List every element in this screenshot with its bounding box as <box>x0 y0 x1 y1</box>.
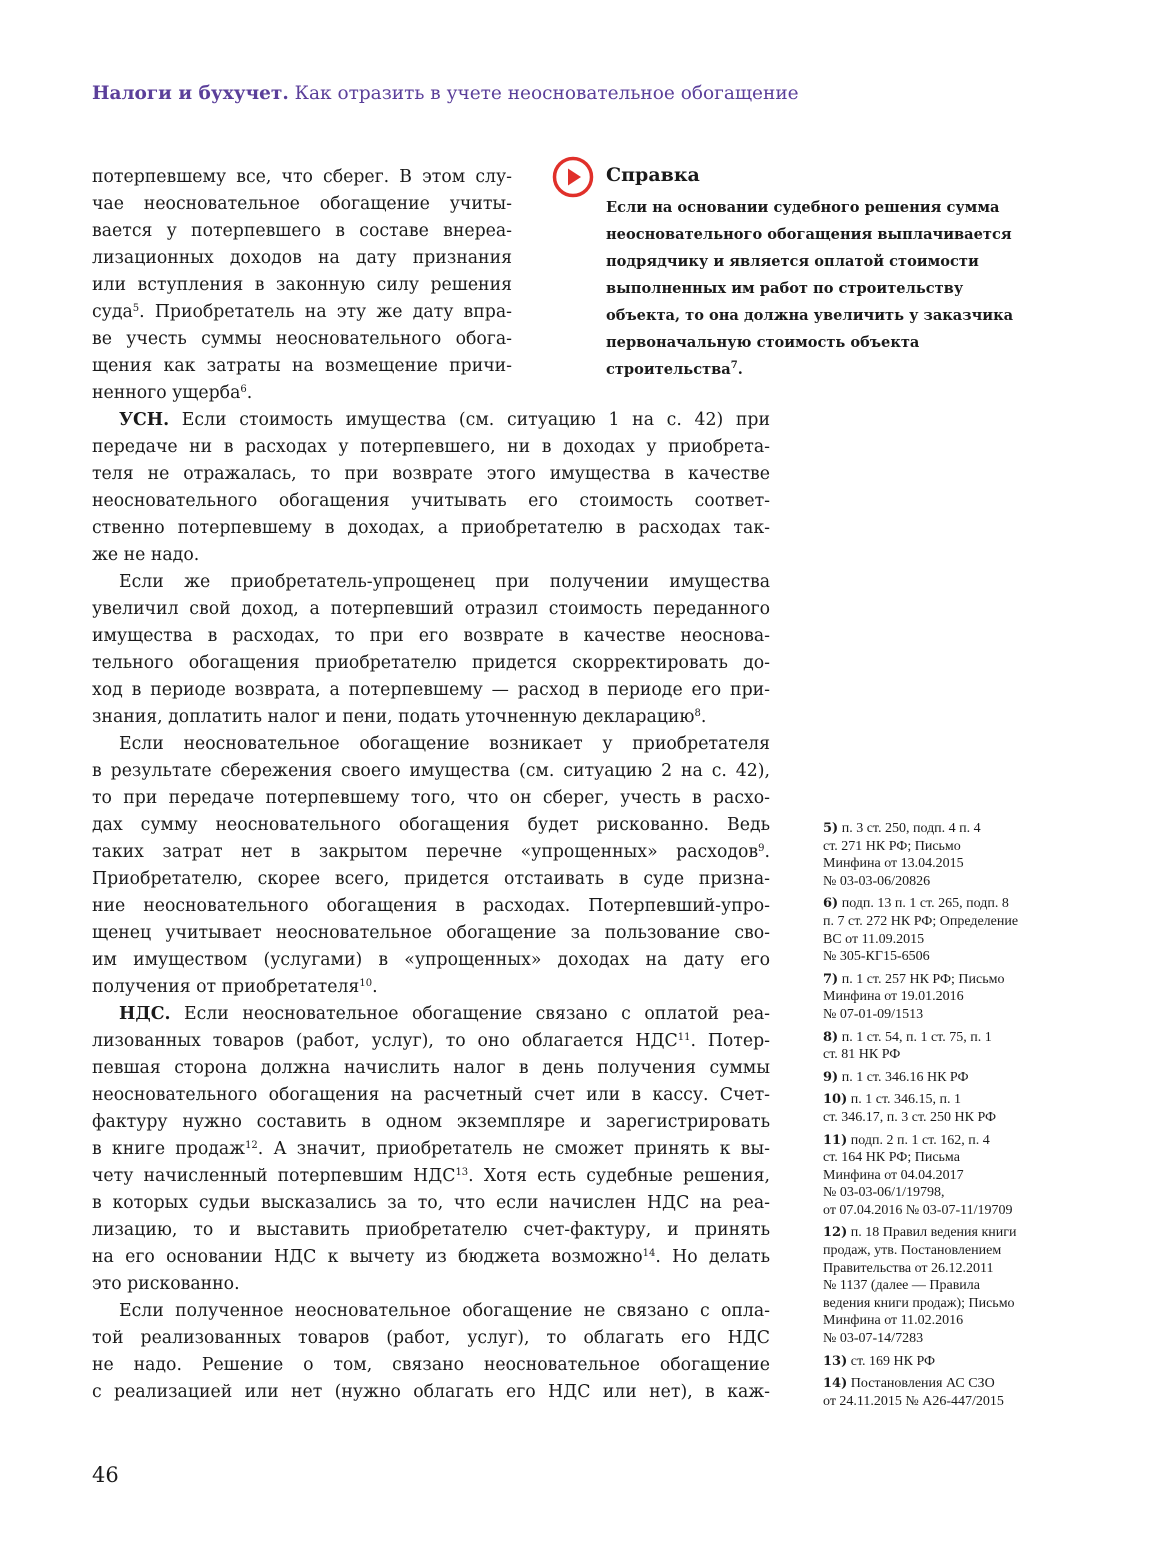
text-run: им имуществом (услугами) в «упрощенных» доходах на дату его <box>92 950 770 970</box>
footnote-number: 6) <box>823 896 839 912</box>
text-run: чету начисленный потерпевшим НДС <box>92 1166 456 1186</box>
footnote-line <box>823 1260 1048 1278</box>
footnote-ref: 10 <box>359 978 373 989</box>
text-run: щения как затраты на возмещение причи- <box>92 356 512 376</box>
text-column-wide <box>92 407 770 1406</box>
text-run: с реализацией или нет (нужно облагать его НДС или нет), в каж- <box>92 1382 770 1402</box>
play-circle-icon <box>552 156 594 198</box>
footnote-number: 12) <box>823 1225 848 1241</box>
note-line: объекта, то она должна увеличить у заказчика <box>606 307 1014 324</box>
footnote <box>823 1132 1048 1220</box>
footnote-text: ст. 169 НК РФ <box>850 1353 936 1369</box>
footnotes <box>823 820 1048 1415</box>
footnote-line <box>823 931 1048 949</box>
paragraph <box>92 731 770 1001</box>
note-title: Справка <box>606 164 700 186</box>
footnote-text: № 03-03-06/1/19798, <box>823 1185 945 1201</box>
footnote-text: продаж, утв. Постановлением <box>823 1243 1002 1259</box>
footnote-number: 13) <box>823 1353 848 1369</box>
footnote-ref: 9 <box>758 843 765 854</box>
paragraph <box>92 569 770 731</box>
footnote-line <box>823 1132 1048 1150</box>
footnote-text: № 305-КГ15-6506 <box>823 949 930 965</box>
text-line <box>92 839 770 866</box>
footnote-text: № 1137 (далее — Правила <box>823 1278 981 1294</box>
footnote-ref: 5 <box>132 303 140 314</box>
footnote-text: ст. 164 НК РФ; Письма <box>823 1150 960 1166</box>
text-run: Если полученное неосновательное обогащение не связано с опла- <box>119 1301 770 1321</box>
text-run: . Потер- <box>690 1031 770 1051</box>
text-line <box>92 1379 770 1406</box>
text-run: Если неосновательное обогащение связано с оплатой реа- <box>170 1004 770 1024</box>
footnote-text: п. 3 ст. 250, подп. 4 п. 4 <box>841 821 981 836</box>
footnote-text: № 07-01-09/1513 <box>823 1006 924 1022</box>
text-line <box>92 218 512 245</box>
text-line <box>92 704 770 731</box>
text-line <box>92 866 770 893</box>
footnote-text: Минфина от 04.04.2017 <box>823 1167 964 1183</box>
text-line <box>92 1109 770 1136</box>
text-line <box>92 596 770 623</box>
note-end: . <box>737 361 743 378</box>
text-line <box>92 299 512 326</box>
text-run: неосновательного обогащения учитывать его стоимость соответ- <box>92 491 770 511</box>
text-line <box>92 893 770 920</box>
text-run: Если стоимость имущества (см. ситуацию 1 на с. 42) при <box>169 410 770 430</box>
footnote-text: п. 7 ст. 272 НК РФ; Определение <box>823 913 1019 929</box>
text-run: в которых судьи высказались за то, что если начислен НДС на реа- <box>92 1193 770 1213</box>
footnote-line <box>823 1202 1048 1220</box>
note-line: первоначальную стоимость объекта <box>606 334 920 351</box>
text-run: в результате сбережения своего имущества (см. ситуацию 2 на с. 42), <box>92 761 770 781</box>
text-run: . Хотя есть судебные решения, <box>468 1166 770 1186</box>
text-run: . Но делать <box>655 1247 770 1267</box>
text-run: увеличил свой доход, а потерпевший отразил стоимость переданного <box>92 599 770 619</box>
footnote-text: Постановления АС СЗО <box>850 1376 995 1392</box>
footnote-ref: 14 <box>642 1248 656 1259</box>
footnote-number: 8) <box>823 1029 839 1045</box>
footnote-text: № 03-07-14/7283 <box>823 1331 924 1347</box>
text-line <box>92 1163 770 1190</box>
text-run: той реализованных товаров (работ, услуг), то облагать его НДС <box>92 1328 770 1348</box>
note-body <box>606 194 1013 383</box>
header-section: Налоги и бухучет. <box>92 83 289 104</box>
text-run: . <box>700 707 707 727</box>
footnote-number: 5) <box>823 821 839 836</box>
text-line <box>92 1055 770 1082</box>
footnote-text: п. 1 ст. 346.16 НК РФ <box>841 1069 969 1085</box>
footnote-line <box>823 1069 1048 1087</box>
footnote-ref: 13 <box>455 1167 469 1178</box>
footnote-text: № 03-03-06/20826 <box>823 873 931 889</box>
footnote <box>823 1224 1048 1347</box>
footnote-text: подп. 13 п. 1 ст. 265, подп. 8 <box>841 896 1009 912</box>
text-run: потерпевшему все, что сберег. В этом слу- <box>92 167 512 187</box>
note-line-text: строительства <box>606 361 731 378</box>
footnote-line <box>823 971 1048 989</box>
footnote-line <box>823 1046 1048 1064</box>
footnote-line <box>823 1330 1048 1348</box>
text-line <box>92 785 770 812</box>
footnote-line <box>823 1242 1048 1260</box>
text-run: лизацию, то и выставить приобретателю счет-фактуру, и принять <box>92 1220 770 1240</box>
text-run: таких затрат нет в закрытом перечне «упрощенных» расходов <box>92 842 759 862</box>
footnote-ref: 12 <box>245 1140 258 1151</box>
footnote-line <box>823 1277 1048 1295</box>
footnote <box>823 1029 1048 1064</box>
text-line <box>92 461 770 488</box>
text-line <box>92 1325 770 1352</box>
text-run: передаче ни в расходах у потерпевшего, ни в доходах у приобрета- <box>92 437 770 457</box>
text-run: имущества в расходах, то при его возврате в качестве неоснова- <box>92 626 770 646</box>
footnote <box>823 1091 1048 1126</box>
footnote-number: 9) <box>823 1069 839 1085</box>
text-line <box>92 1352 770 1379</box>
text-run: . <box>246 383 253 403</box>
footnote-line <box>823 1375 1048 1393</box>
text-run: чае неосновательное обогащение учиты- <box>92 194 512 214</box>
text-run: щенец учитывает неосновательное обогащение за пользование сво- <box>92 923 770 943</box>
text-run: ненного ущерба <box>92 383 241 403</box>
footnote-ref: 6 <box>240 384 247 395</box>
note-line: выполненных им работ по строительству <box>606 280 964 297</box>
footnote-line <box>823 1149 1048 1167</box>
text-run: получения от приобретателя <box>92 977 360 997</box>
text-line <box>92 164 512 191</box>
footnote-text: Правительства от 26.12.2011 <box>823 1260 994 1276</box>
text-line <box>92 731 770 758</box>
footnote-line <box>823 1393 1048 1411</box>
paragraph <box>92 1001 770 1298</box>
bold-lead: НДС. <box>119 1004 171 1024</box>
text-line <box>92 623 770 650</box>
footnote-text: Минфина от 11.02.2016 <box>823 1313 964 1329</box>
footnote-line <box>823 1184 1048 1202</box>
footnote <box>823 820 1048 890</box>
text-run: . А значит, приобретатель не сможет принять к вы- <box>257 1139 770 1159</box>
footnote-text: п. 1 ст. 257 НК РФ; Письмо <box>841 971 1005 987</box>
text-run: ственно потерпевшему в доходах, а приобретателю в расходах так- <box>92 518 770 538</box>
text-line <box>92 488 770 515</box>
footnote-number: 10) <box>823 1092 848 1108</box>
text-line <box>92 191 512 218</box>
footnote-text: подп. 2 п. 1 ст. 162, п. 4 <box>850 1132 990 1148</box>
footnote-number: 11) <box>823 1132 848 1148</box>
text-line <box>92 1244 770 1271</box>
footnote-text: п. 1 ст. 346.15, п. 1 <box>850 1092 962 1108</box>
footnote-ref: 11 <box>677 1032 691 1043</box>
text-run: ние неосновательного обогащения в расходах. Потерпевший-упро- <box>92 896 770 916</box>
text-line <box>92 812 770 839</box>
text-line <box>92 1136 770 1163</box>
text-run: Приобретателю, скорее всего, придется отстаивать в суде призна- <box>92 869 770 889</box>
note-line: неосновательного обогащения выплачивается <box>606 226 1012 243</box>
footnote-text: ст. 346.17, п. 3 ст. 250 НК РФ <box>823 1109 997 1125</box>
text-line <box>92 650 770 677</box>
text-line <box>92 569 770 596</box>
text-run: это рискованно. <box>92 1274 240 1294</box>
text-column-narrow <box>92 164 512 407</box>
note-line: подрядчику и является оплатой стоимости <box>606 253 979 270</box>
text-run: неосновательного обогащения на расчетный счет или в кассу. Счет- <box>92 1085 770 1105</box>
footnote-line <box>823 1167 1048 1185</box>
footnote-line <box>823 855 1048 873</box>
footnote-line <box>823 1029 1048 1047</box>
text-line <box>92 758 770 785</box>
text-run: не надо. Решение о том, связано неосновательное обогащение <box>92 1355 770 1375</box>
text-line <box>92 407 770 434</box>
footnote-text: п. 18 Правил ведения книги <box>850 1225 1017 1241</box>
text-run: . <box>372 977 378 997</box>
text-run: фактуру нужно составить в одном экземпляре и зарегистрировать <box>92 1112 770 1132</box>
header-title: Как отразить в учете неосновательное обогащение <box>288 83 799 104</box>
paragraph <box>92 1298 770 1406</box>
text-run: ве учесть суммы неосновательного обога- <box>92 329 512 349</box>
footnote-line <box>823 1224 1048 1242</box>
text-line <box>92 434 770 461</box>
text-line <box>92 1298 770 1325</box>
text-run: лизованных товаров (работ, услуг), то оно облагается НДС <box>92 1031 678 1051</box>
footnote-text: Минфина от 13.04.2015 <box>823 856 964 872</box>
text-line <box>92 920 770 947</box>
text-run: . <box>764 842 770 862</box>
footnote <box>823 1375 1048 1410</box>
footnote-text: п. 1 ст. 54, п. 1 ст. 75, п. 1 <box>841 1029 992 1045</box>
text-run: певшая сторона должна начислить налог в день получения суммы <box>92 1058 770 1078</box>
text-run: Если неосновательное обогащение возникает у приобретателя <box>119 734 770 754</box>
footnote-line <box>823 913 1048 931</box>
text-line <box>92 353 512 380</box>
text-run: на его основании НДС к вычету из бюджета возможно <box>92 1247 643 1267</box>
text-line <box>92 380 512 407</box>
footnote-line <box>823 1006 1048 1024</box>
text-line <box>92 947 770 974</box>
footnote-line <box>823 838 1048 856</box>
text-line <box>92 974 770 1001</box>
footnote-line <box>823 988 1048 1006</box>
text-run: то при передаче потерпевшему того, что он сберег, учесть в расхо- <box>92 788 770 808</box>
footnote-text: Минфина от 19.01.2016 <box>823 989 964 1005</box>
text-line <box>92 245 512 272</box>
text-run: вается у потерпевшего в составе внереа- <box>92 221 512 241</box>
footnote-text: ст. 271 НК РФ; Письмо <box>823 838 961 854</box>
note-line: Если на основании судебного решения сумма <box>606 199 1000 216</box>
footnote-line <box>823 1295 1048 1313</box>
text-line <box>92 1217 770 1244</box>
footnote <box>823 1353 1048 1371</box>
text-run: знания, доплатить налог и пени, подать уточненную декларацию <box>92 707 695 727</box>
bold-lead: УСН. <box>119 410 170 430</box>
footnote-text: от 07.04.2016 № 03-07-11/19709 <box>823 1202 1013 1218</box>
footnote-line <box>823 1091 1048 1109</box>
footnote-text: от 24.11.2015 № А26-447/2015 <box>823 1393 1004 1409</box>
text-line <box>92 677 770 704</box>
footnote <box>823 895 1048 965</box>
text-run: Если же приобретатель-упрощенец при получении имущества <box>119 572 770 592</box>
text-run: тельного обогащения приобретателю придется скорректировать до- <box>92 653 770 673</box>
footnote-line <box>823 895 1048 913</box>
text-line <box>92 542 770 569</box>
text-line <box>92 272 512 299</box>
text-run: суда <box>92 302 133 322</box>
text-line <box>92 326 512 353</box>
text-run: . Приобретатель на эту же дату впра- <box>139 302 512 322</box>
footnote-text: ведения книги продаж); Письмо <box>823 1295 1015 1311</box>
page-number: 46 <box>92 1463 119 1487</box>
footnote <box>823 1069 1048 1087</box>
footnote <box>823 971 1048 1024</box>
footnote-ref: 8 <box>694 708 701 719</box>
footnote-line <box>823 873 1048 891</box>
text-line <box>92 1271 770 1298</box>
text-line <box>92 1028 770 1055</box>
text-line <box>92 1190 770 1217</box>
footnote-number: 14) <box>823 1376 848 1392</box>
footnote-number: 7) <box>823 971 839 987</box>
footnote-line <box>823 1312 1048 1330</box>
footnote-ref: 7 <box>730 360 738 371</box>
paragraph <box>92 407 770 569</box>
footnote-line <box>823 1109 1048 1127</box>
text-run: или вступления в законную силу решения <box>92 275 512 295</box>
text-run: теля не отражалась, то при возврате этого имущества в качестве <box>92 464 770 484</box>
footnote-line <box>823 820 1048 838</box>
footnote-text: ВС от 11.09.2015 <box>823 931 925 947</box>
text-run: ход в периоде возврата, а потерпевшему — расход в периоде его при- <box>92 680 770 700</box>
footnote-line <box>823 1353 1048 1371</box>
text-run: в книге продаж <box>92 1139 246 1159</box>
note-line <box>606 356 1013 383</box>
footnote-line <box>823 948 1048 966</box>
text-run: дах сумму неосновательного обогащения будет рискованно. Ведь <box>92 815 770 835</box>
footnote-text: ст. 81 НК РФ <box>823 1047 901 1063</box>
text-line <box>92 1001 770 1028</box>
text-run: лизационных доходов на дату признания <box>92 248 512 268</box>
text-line <box>92 515 770 542</box>
running-header <box>92 83 799 104</box>
text-line <box>92 1082 770 1109</box>
text-run: же не надо. <box>92 545 200 565</box>
